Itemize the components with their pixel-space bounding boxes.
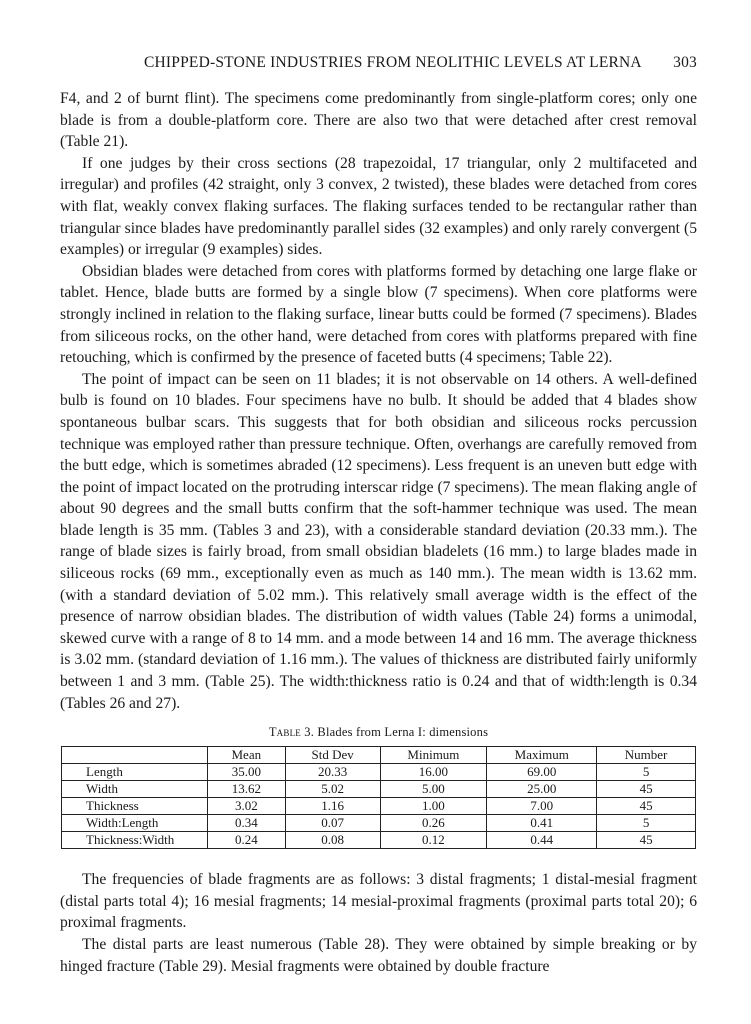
table-cell: 45 [597, 832, 696, 849]
table-row [62, 764, 696, 781]
table-cell: 13.62 [207, 781, 285, 798]
table-cell: 45 [597, 798, 696, 815]
table-cell: 0.41 [487, 815, 597, 832]
table-cell: 0.08 [285, 832, 380, 849]
dimensions-table [61, 746, 696, 849]
running-title: CHIPPED-STONE INDUSTRIES FROM NEOLITHIC LEVELS AT LERNA [144, 54, 642, 71]
table-cell: 7.00 [487, 798, 597, 815]
table-header-cell: Mean [207, 747, 285, 764]
table-header-cell: Number [597, 747, 696, 764]
paragraph: F4, and 2 of burnt flint). The specimens come predominantly from single-platform cores; only one blade is from a double-platform core. There are also two that were detached after crest removal (Table 21). [60, 90, 697, 151]
page-number: 303 [673, 54, 697, 71]
table-row [62, 832, 696, 849]
table-row [62, 781, 696, 798]
table-cell: 0.24 [207, 832, 285, 849]
table-row-label: Width:Length [62, 815, 208, 832]
table-row-label: Length [62, 764, 208, 781]
table-row [62, 815, 696, 832]
table-row-label: Thickness:Width [62, 832, 208, 849]
table-cell: 0.34 [207, 815, 285, 832]
table-cell: 0.07 [285, 815, 380, 832]
table-cell: 69.00 [487, 764, 597, 781]
paragraph: The frequencies of blade fragments are as follows: 3 distal fragments; 1 distal-mesial fragment (distal parts total 4); 16 mesial fragments; 14 mesial-proximal fragments (proximal parts total 20); 6 proximal fragments. [60, 871, 697, 932]
table-cell: 0.26 [380, 815, 487, 832]
running-head [60, 54, 697, 76]
table-caption-text: Blades from Lerna I: dimensions [317, 725, 489, 740]
table-header-cell: Maximum [487, 747, 597, 764]
table-row-label: Width [62, 781, 208, 798]
table-cell: 0.12 [380, 832, 487, 849]
table-cell: 0.44 [487, 832, 597, 849]
table-caption [60, 725, 697, 740]
table-header-cell: Minimum [380, 747, 487, 764]
table-header-cell: Std Dev [285, 747, 380, 764]
table-row-label: Thickness [62, 798, 208, 815]
table-header-row [62, 747, 696, 764]
table-caption-number: 3. [304, 725, 315, 740]
table-cell: 3.02 [207, 798, 285, 815]
paragraph: If one judges by their cross sections (28 trapezoidal, 17 triangular, only 2 multifaceted and irregular) and profiles (42 straight, only 3 convex, 2 twisted), these blades were detached from cores with flat, weakly convex flaking surfaces. The flaking surfaces tended to be rectangular rather than triangular since blades have predominantly parallel sides (32 examples) and only rarely convergent (5 examples) or irregular (9 examples) sides. [60, 154, 697, 259]
table-cell: 1.00 [380, 798, 487, 815]
table-cell: 45 [597, 781, 696, 798]
paragraph: The point of impact can be seen on 11 blades; it is not observable on 14 others. A well-defined bulb is found on 10 blades. Four specimens have no bulb. It should be added that 4 blades show spontaneous bulbar scars. This suggests that for both obsidian and siliceous rocks percussion technique was employed rather than pressure technique. Often, overhangs are carefully removed from the butt edge, which is sometimes abraded (12 specimens). Less frequent is an uneven butt edge with the point of impact located on the protruding interscar ridge (7 specimens). The mean flaking angle of about 90 degrees and the small butts confirm that the soft-hammer technique was used. The mean blade length is 35 mm. (Tables 3 and 23), with a considerable standard deviation (20.33 mm.). The range of blade sizes is fairly broad, from small obsidian bladelets (16 mm.) to large blades made in siliceous rocks (69 mm., exceptionally even as much as 140 mm.). The mean width is 13.62 mm. (with a standard deviation of 5.02 mm.). This relatively small average width is the effect of the presence of narrow obsidian blades. The distribution of width values (Table 24) forms a unimodal, skewed curve with a range of 8 to 14 mm. and a mode between 14 and 16 mm. The average thickness is 3.02 mm. (standard deviation of 1.16 mm.). The values of thickness are distributed fairly uniformly between 1 and 3 mm. (Table 25). The width:thickness ratio is 0.24 and that of width:length is 0.34 (Tables 26 and 27). [60, 370, 697, 712]
table-header-cell [62, 747, 208, 764]
table-cell: 5 [597, 815, 696, 832]
table-cell: 16.00 [380, 764, 487, 781]
paragraph: The distal parts are least numerous (Table 28). They were obtained by simple breaking or by hinged fracture (Table 29). Mesial fragments were obtained by double fracture [60, 936, 697, 975]
paragraph: Obsidian blades were detached from cores with platforms formed by detaching one large flake or tablet. Hence, blade butts are formed by a single blow (7 specimens). When core platforms were strongly inclined in relation to the flaking surface, linear butts could be formed (7 specimens). Blades from siliceous rocks, on the other hand, were detached from cores with platforms prepared with fine retouching, which is confirmed by the presence of faceted butts (4 specimens; Table 22). [60, 262, 697, 367]
table-row [62, 798, 696, 815]
table-cell: 25.00 [487, 781, 597, 798]
table-cell: 5.02 [285, 781, 380, 798]
table-cell: 5.00 [380, 781, 487, 798]
body-text-bottom [60, 869, 697, 977]
table-cell: 1.16 [285, 798, 380, 815]
table-cell: 20.33 [285, 764, 380, 781]
table-cell: 5 [597, 764, 696, 781]
table-caption-label: Table [268, 725, 301, 740]
table-cell: 35.00 [207, 764, 285, 781]
body-text-top [60, 88, 697, 714]
page [60, 54, 697, 977]
